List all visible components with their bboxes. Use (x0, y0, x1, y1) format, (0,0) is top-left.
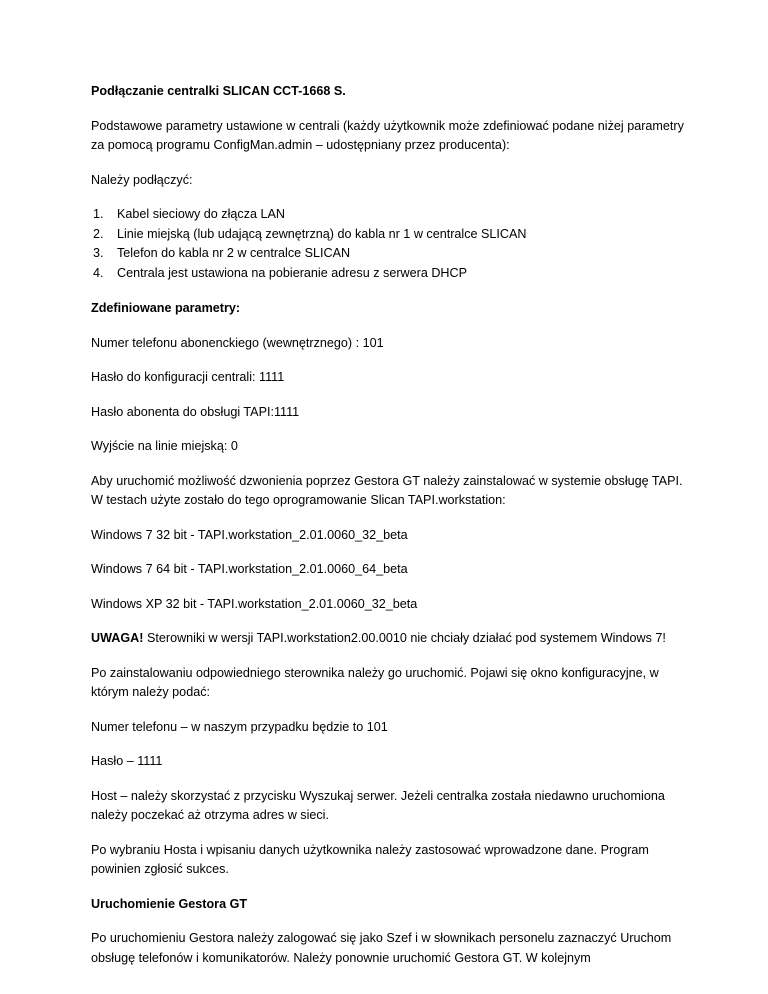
list-item-number: 4. (93, 265, 104, 280)
connect-label: Należy podłączyć: (91, 172, 193, 187)
config-password-paragraph: Hasło – 1111 (91, 754, 163, 768)
list-item-text: Centrala jest ustawiona na pobieranie adresu z serwera DHCP (117, 265, 468, 280)
param-phone-number: Numer telefonu abonenckiego (wewnętrznego) : 101 (91, 335, 384, 350)
config-phone-paragraph: Numer telefonu – w naszym przypadku będzie to 101 (91, 719, 388, 734)
list-item-number: 1. (93, 207, 104, 221)
intro-paragraph: Podstawowe parametry ustawione w centrali (każdy użytkownik może zdefiniować podane niżej parametry za pomocą programu ConfigMan.admin – udostępniany przez producenta): (91, 118, 684, 152)
list-item-number: 3. (93, 246, 104, 260)
document-title: Podłączanie centralki SLICAN CCT-1668 S. (91, 84, 346, 98)
warning-label: UWAGA! (91, 631, 144, 645)
config-host-paragraph: Host – należy skorzystać z przycisku Wyszukaj serwer. Jeżeli centralka została niedawno uruchomiona należy poczekać aż otrzyma adres w sieci. (91, 788, 665, 822)
list-item (91, 264, 691, 284)
connect-steps-list (91, 205, 691, 283)
list-item (91, 225, 691, 245)
list-item-text: Linie miejską (lub udającą zewnętrzną) do kabla nr 1 w centralce SLICAN (117, 226, 527, 241)
tapi-intro-paragraph: Aby uruchomić możliwość dzwonienia poprzez Gestora GT należy zainstalować w systemie obsługę TAPI. W testach użyte zostało do tego oprogramowanie Slican TAPI.workstation: (91, 473, 683, 507)
driver-winxp-32: Windows XP 32 bit - TAPI.workstation_2.01.0060_32_beta (91, 596, 418, 611)
list-item (91, 244, 691, 264)
after-install-paragraph: Po zainstalowaniu odpowiedniego sterownika należy go uruchomić. Pojawi się okno konfiguracyjne, w którym należy podać: (91, 665, 659, 699)
param-config-password: Hasło do konfiguracji centrali: 1111 (91, 370, 285, 384)
driver-win7-64: Windows 7 64 bit - TAPI.workstation_2.01.0060_64_beta (91, 562, 408, 576)
gestor-heading: Uruchomienie Gestora GT (91, 896, 248, 911)
document-page (91, 82, 691, 983)
list-item (91, 205, 691, 225)
after-host-paragraph: Po wybraniu Hosta i wpisaniu danych użytkownika należy zastosować wprowadzone dane. Program powinien zgłosić sukces. (91, 842, 649, 876)
list-item-number: 2. (93, 226, 104, 241)
warning-paragraph (91, 629, 691, 649)
driver-win7-32: Windows 7 32 bit - TAPI.workstation_2.01.0060_32_beta (91, 527, 408, 542)
warning-text: Sterowniki w wersji TAPI.workstation2.00.0010 nie chciały działać pod systemem Windows 7! (143, 631, 666, 645)
list-item-text: Telefon do kabla nr 2 w centralce SLICAN (117, 246, 351, 260)
list-item-text: Kabel sieciowy do złącza LAN (117, 207, 285, 221)
gestor-paragraph: Po uruchomieniu Gestora należy zalogować się jako Szef i w słownikach personelu zaznaczyć Uruchom obsługę telefonów i komunikatorów. Należy ponownie uruchomić Gestora GT. W kolejnym (91, 931, 672, 965)
param-outside-line: Wyjście na linie miejską: 0 (91, 439, 238, 453)
param-tapi-password: Hasło abonenta do obsługi TAPI:1111 (91, 404, 300, 419)
params-heading: Zdefiniowane parametry: (91, 301, 241, 315)
